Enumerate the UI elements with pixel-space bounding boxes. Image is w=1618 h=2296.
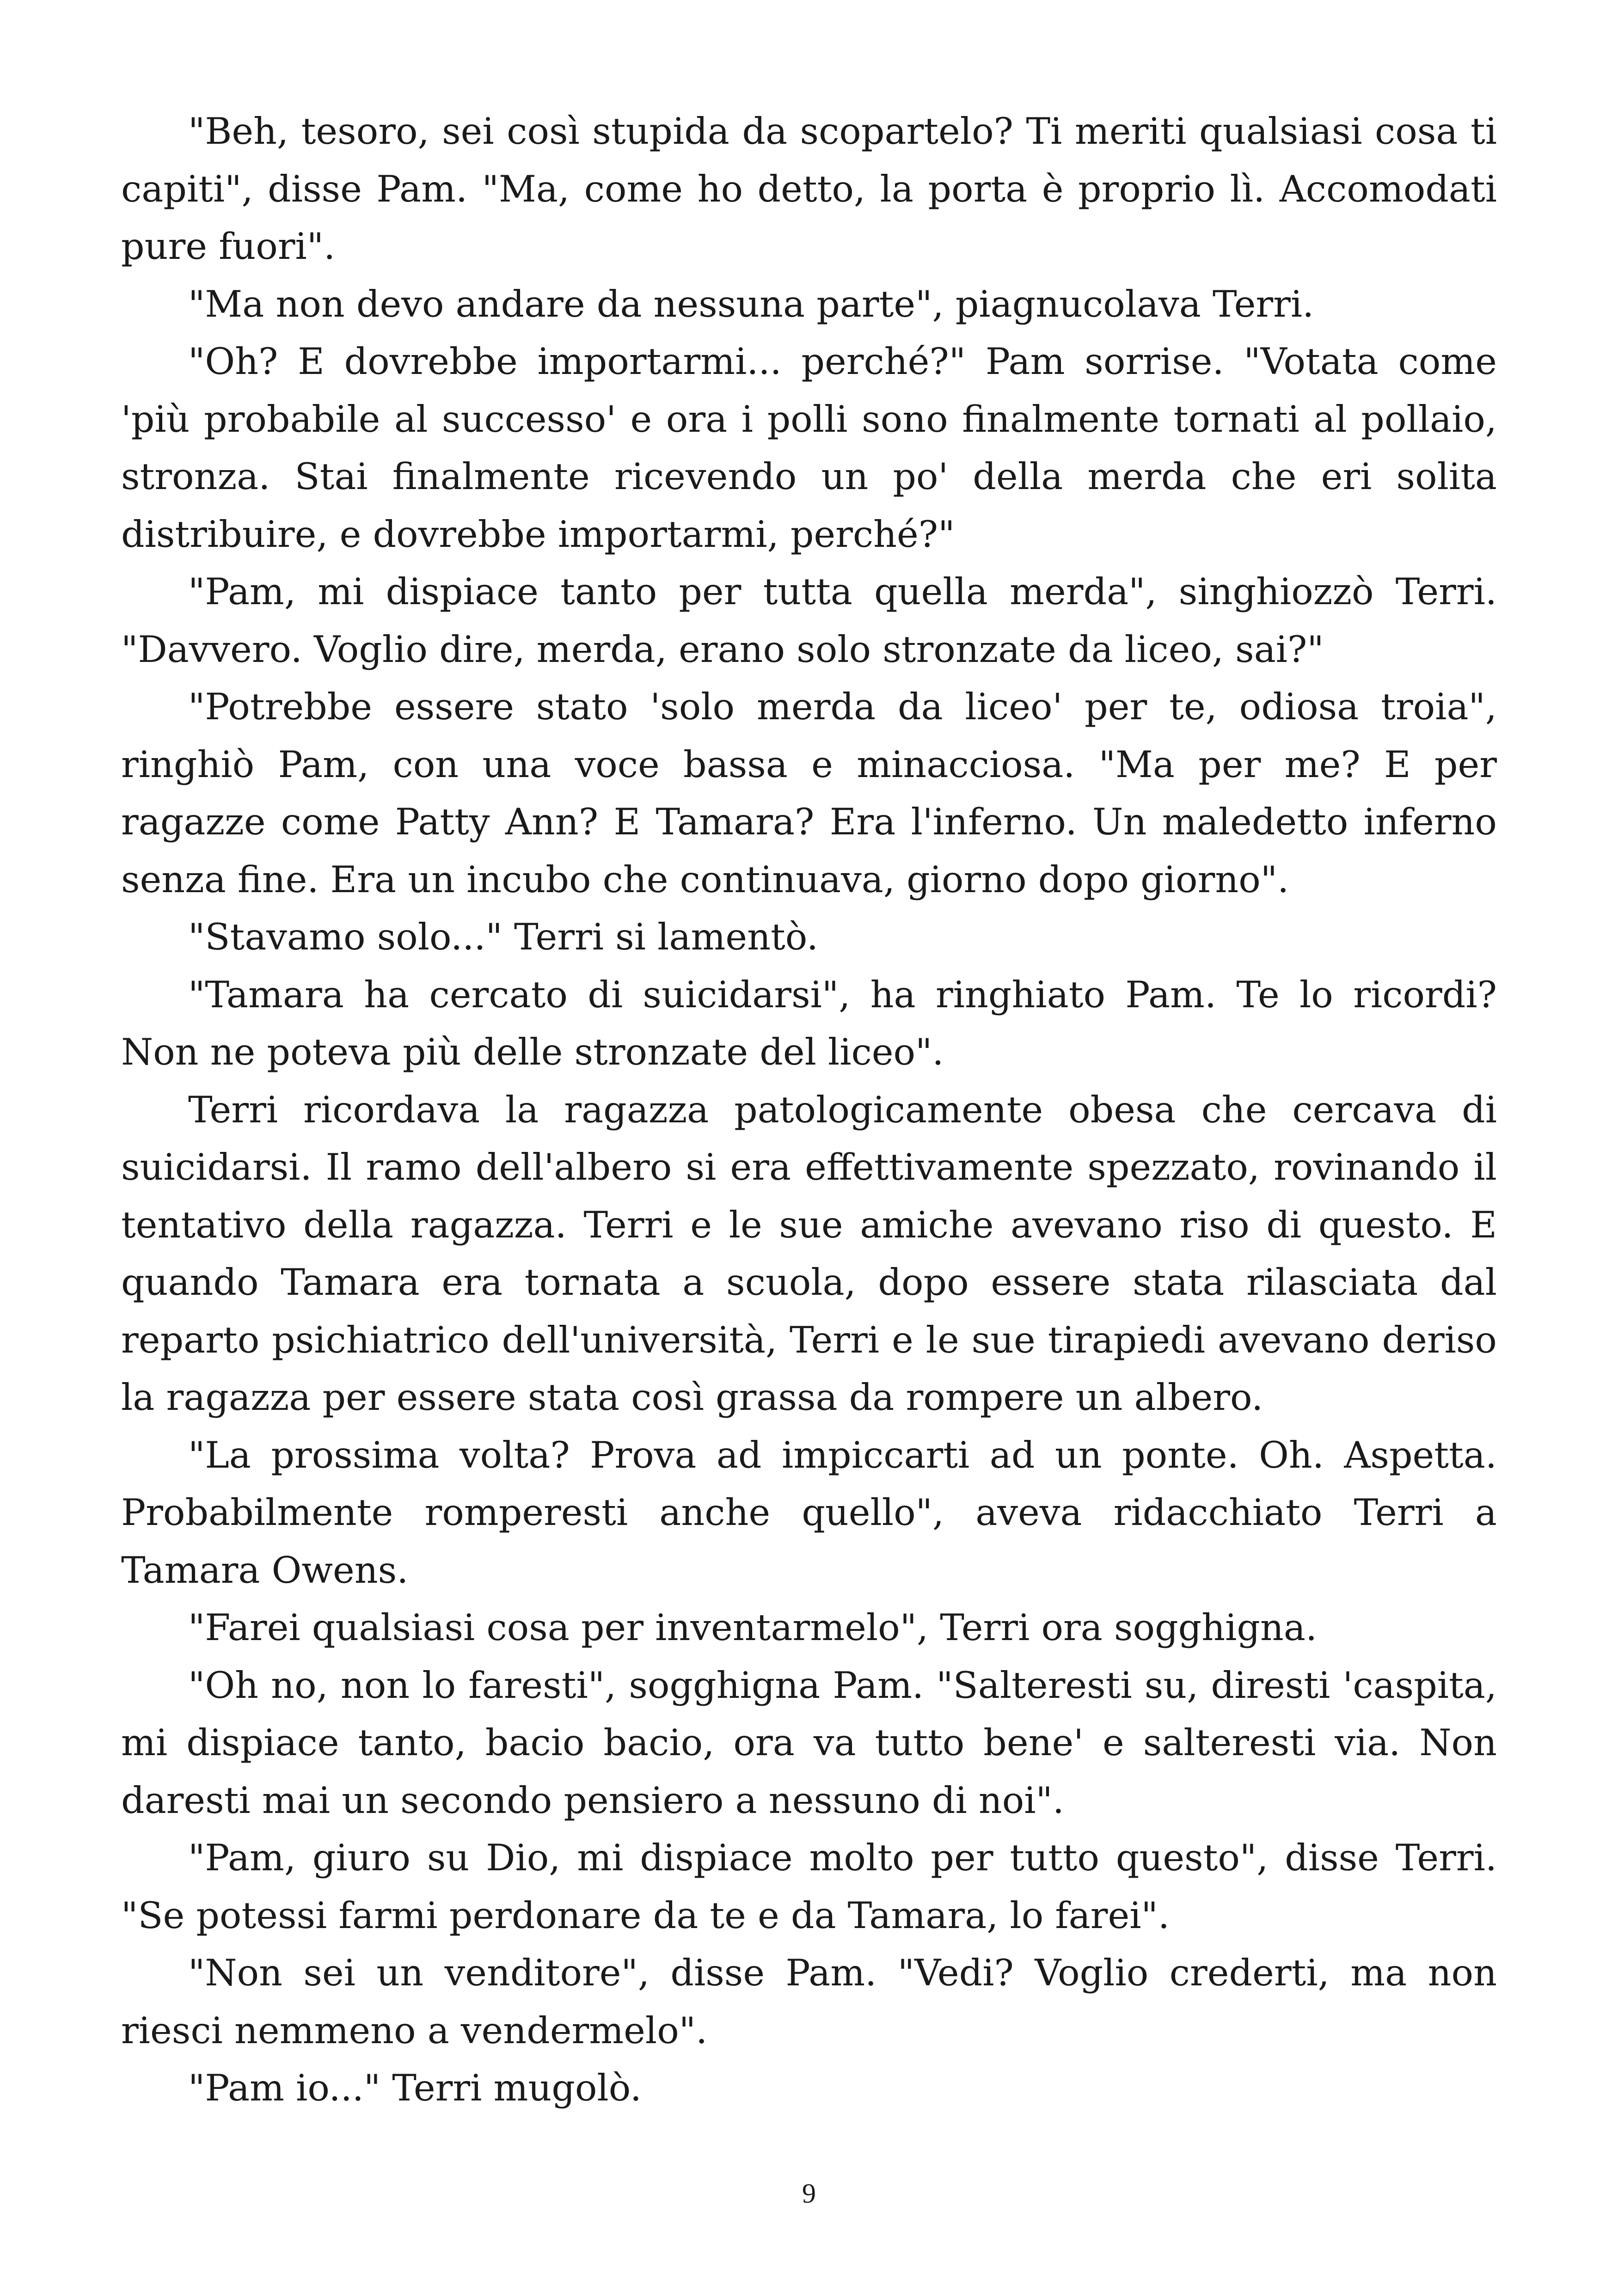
paragraph: "Non sei un venditore", disse Pam. "Vedi? Voglio crederti, ma non riesci nemmeno a vendermelo". [121, 1952, 1497, 2052]
paragraph: "Oh no, non lo faresti", sogghigna Pam. "Salteresti su, diresti 'caspita, mi dispiace tanto, bacio bacio, ora va tutto bene' e salteresti via. Non daresti mai un secondo pensiero a nessuno di noi". [121, 1664, 1497, 1822]
paragraph: "Pam, mi dispiace tanto per tutta quella merda", singhiozzò Terri. "Davvero. Voglio dire, merda, erano solo stronzate da liceo, sai?" [121, 570, 1497, 671]
paragraph: "Farei qualsiasi cosa per inventarmelo", Terri ora sogghigna. [188, 1606, 1318, 1649]
paragraph: "Stavamo solo..." Terri si lamentò. [188, 916, 819, 958]
paragraph: "Pam, giuro su Dio, mi dispiace molto per tutto questo", disse Terri. "Se potessi farmi perdonare da te e da Tamara, lo farei". [121, 1837, 1497, 1937]
paragraph: "Oh? E dovrebbe importarmi... perché?" Pam sorrise. "Votata come 'più probabile al successo' e ora i polli sono finalmente tornati al pollaio, stronza. Stai finalmente ricevendo un po' della merda che eri solita distribuire, e dovrebbe importarmi, perché?" [121, 340, 1497, 556]
paragraph: "Pam io..." Terri mugolò. [188, 2067, 642, 2109]
paragraph: "Potrebbe essere stato 'solo merda da liceo' per te, odiosa troia", ringhiò Pam, con una voce bassa e minacciosa. "Ma per me? E per ragazze come Patty Ann? E Tamara? Era l'inferno. Un maledetto inferno senza fine. Era un incubo che continuava, giorno dopo giorno". [121, 686, 1497, 901]
paragraph: "Tamara ha cercato di suicidarsi", ha ringhiato Pam. Te lo ricordi? Non ne poteva più delle stronzate del liceo". [121, 973, 1497, 1073]
paragraph: "La prossima volta? Prova ad impiccarti ad un ponte. Oh. Aspetta. Probabilmente romperesti anche quello", aveva ridacchiato Terri a Tamara Owens. [121, 1433, 1497, 1592]
page-number: 9 [802, 2178, 816, 2209]
paragraph: "Beh, tesoro, sei così stupida da scopartelo? Ti meriti qualsiasi cosa ti capiti", disse Pam. "Ma, come ho detto, la porta è proprio lì. Accomodati pure fuori". [121, 110, 1497, 268]
paragraph: Terri ricordava la ragazza patologicamente obesa che cercava di suicidarsi. Il ramo dell'albero si era effettivamente spezzato, rovinando il tentativo della ragazza. Terri e le sue amiche avevano riso di questo. E quando Tamara era tornata a scuola, dopo essere stata rilasciata dal reparto psichiatrico dell'università, Terri e le sue tirapiedi avevano deriso la ragazza per essere stata così grassa da rompere un albero. [121, 1088, 1497, 1419]
page-body [121, 103, 1497, 2117]
paragraph: "Ma non devo andare da nessuna parte", piagnucolava Terri. [188, 282, 1314, 325]
